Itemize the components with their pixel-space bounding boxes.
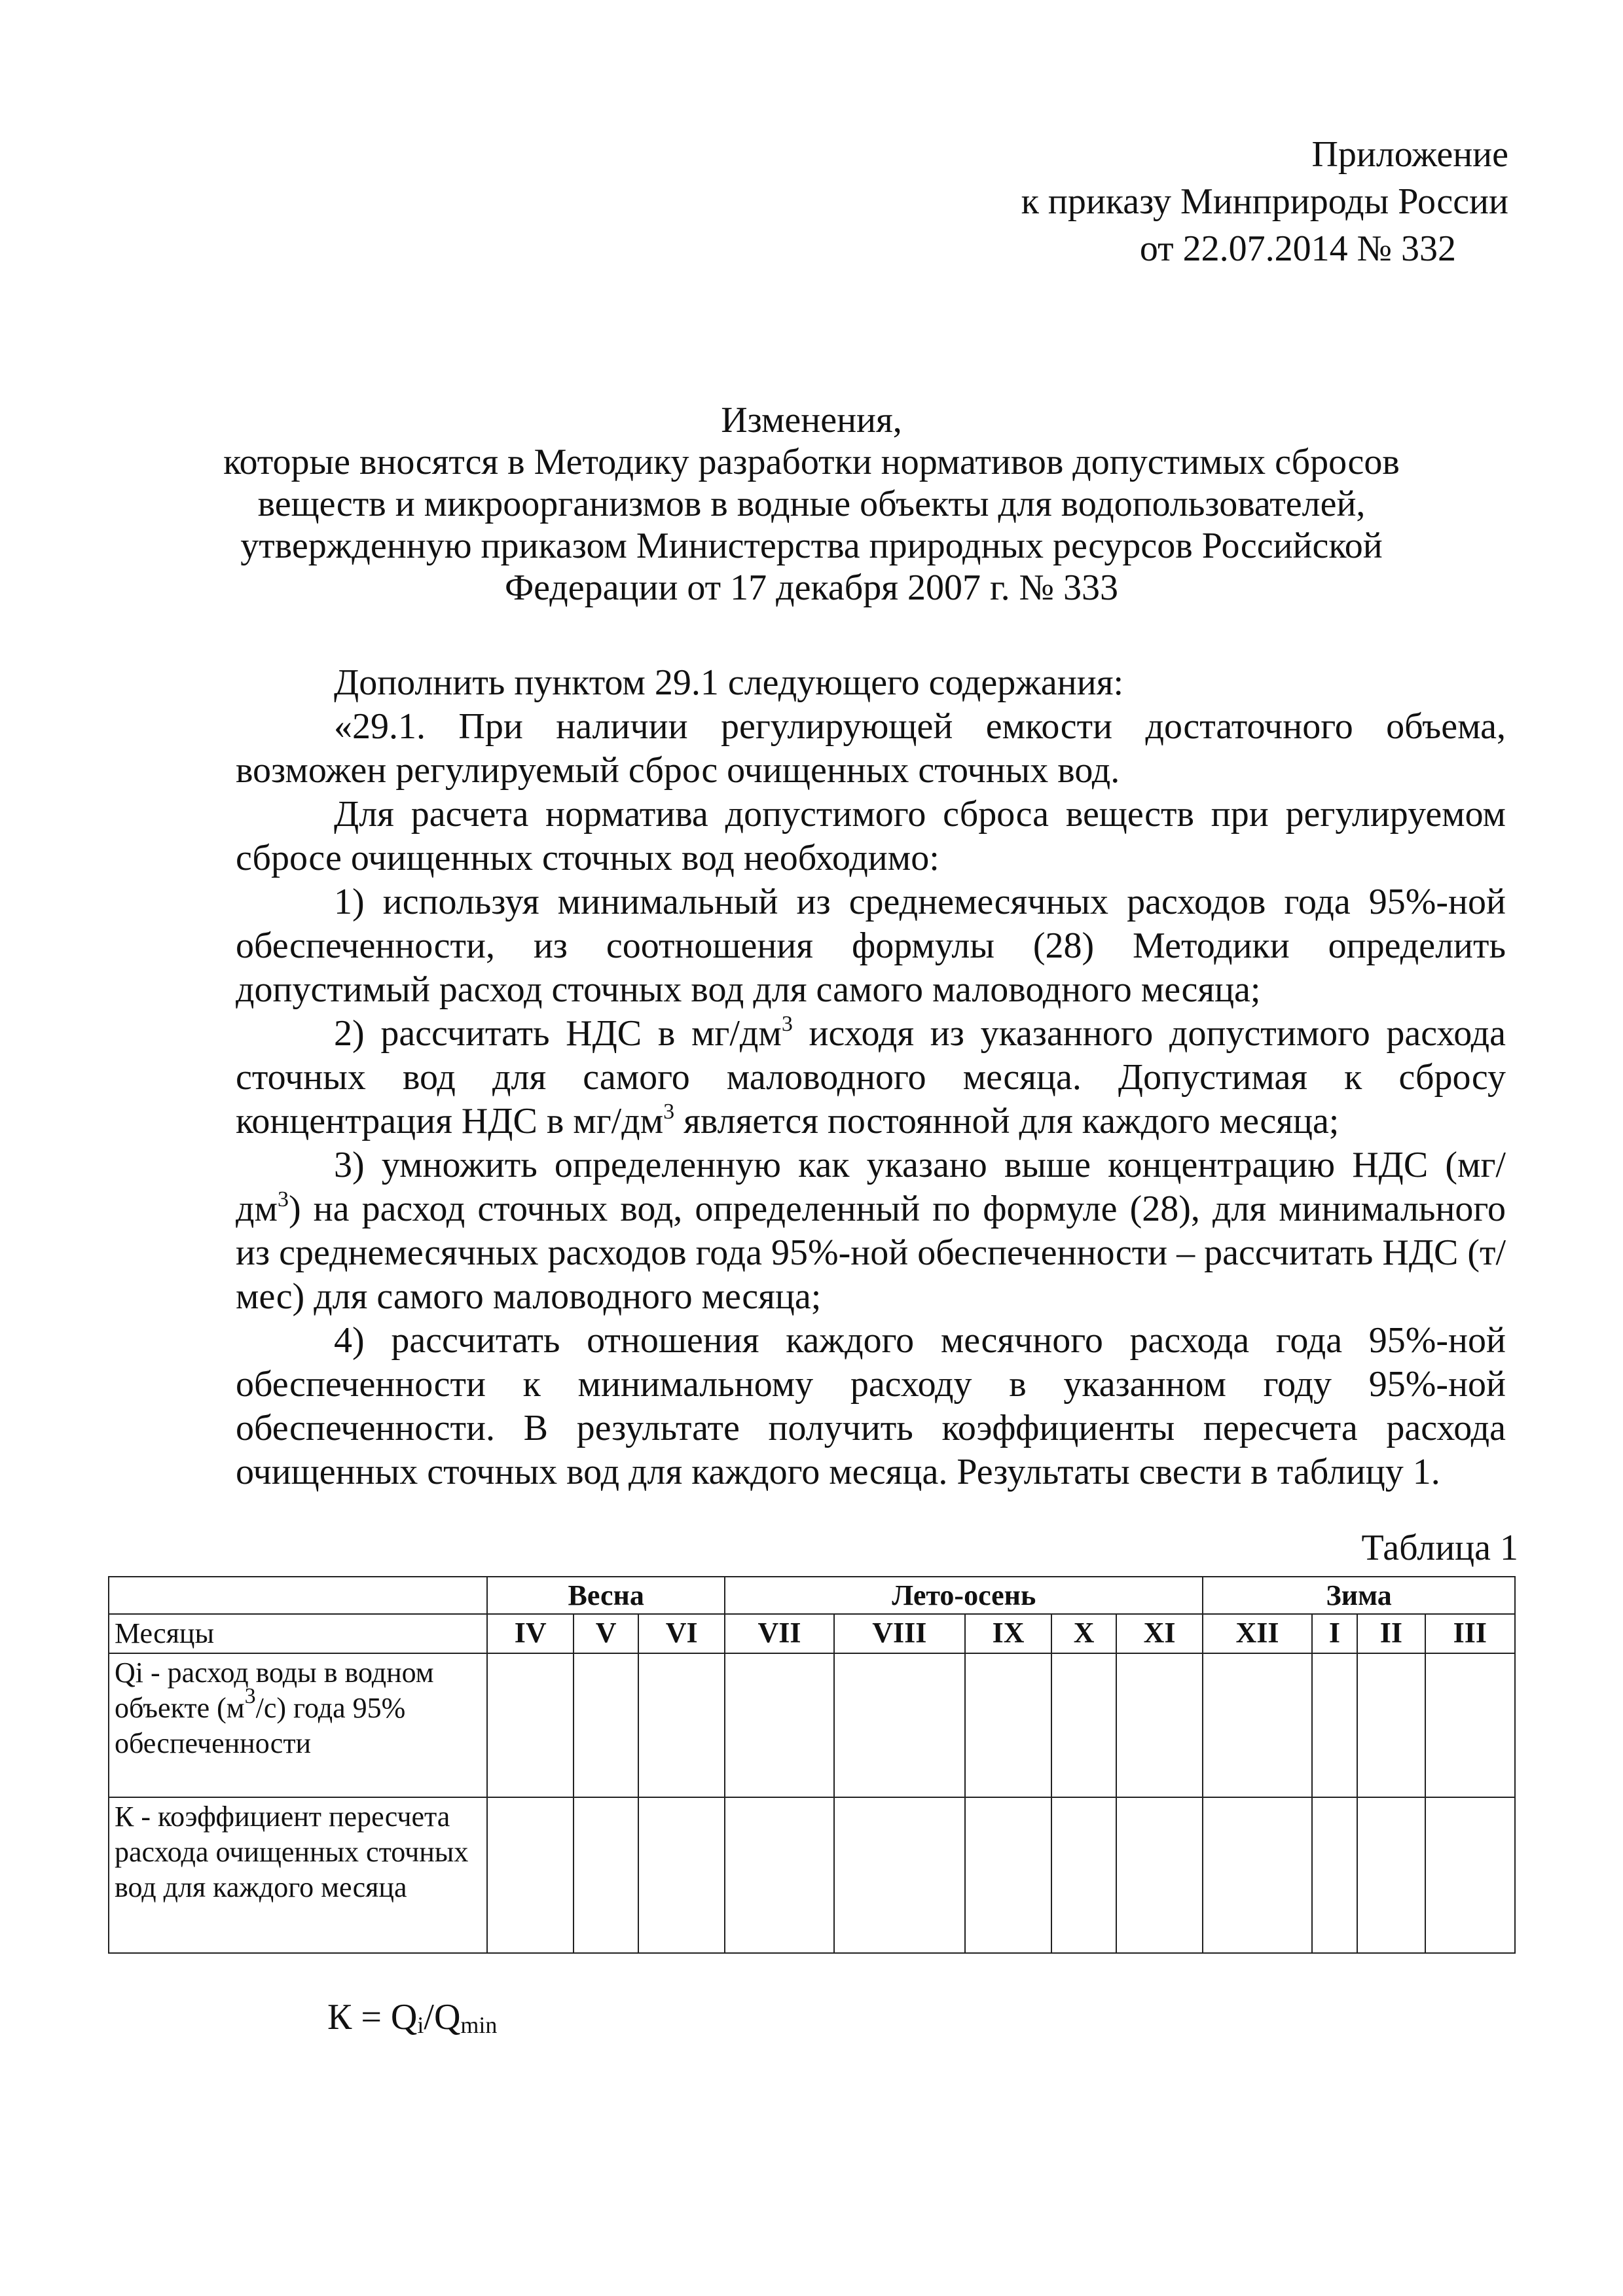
month-cell: VI (638, 1614, 725, 1653)
month-cell: IV (487, 1614, 574, 1653)
appendix-header (1021, 131, 1508, 272)
table-cell (1312, 1653, 1358, 1797)
paragraph-4: 1) используя минимальный из среднемесячных расходов года 95%-ной обеспеченности, из соотношения формулы (28) Методики определить допустимый расход сточных вод для самого маловодного месяца; (236, 882, 1506, 1010)
appendix-line-2: к приказу Минприроды России (1021, 181, 1508, 222)
table-row-flow (109, 1653, 1515, 1797)
table-cell (574, 1653, 638, 1797)
table-cell (1051, 1653, 1116, 1797)
table-cell (1312, 1797, 1358, 1953)
table-cell (725, 1797, 833, 1953)
paragraph-5-part-3: является постоянной для каждого месяца; (674, 1101, 1340, 1141)
formula-slash: /Q (424, 1997, 461, 2037)
flow-label-part-1: Qi - расход воды в водном объекте (м (115, 1657, 434, 1724)
table-months-row (109, 1614, 1515, 1653)
paragraph-5 (236, 1012, 1506, 1143)
heading-line-2: которые вносятся в Методику разработки нормативов допустимых сбросов (223, 442, 1400, 482)
table-cell (725, 1653, 833, 1797)
table-row-coefficient (109, 1797, 1515, 1953)
month-cell: X (1051, 1614, 1116, 1653)
table-cell (487, 1797, 574, 1953)
table-cell (638, 1797, 725, 1953)
heading-line-1: Изменения, (721, 400, 902, 440)
table-cell (1203, 1653, 1311, 1797)
document-heading (0, 399, 1623, 609)
month-cell: VII (725, 1614, 833, 1653)
month-cell: V (574, 1614, 638, 1653)
month-cell: I (1312, 1614, 1358, 1653)
table-cell (965, 1797, 1051, 1953)
month-cell: XI (1116, 1614, 1203, 1653)
table-cell (1203, 1797, 1311, 1953)
table-cell (1357, 1653, 1425, 1797)
heading-line-5: Федерации от 17 декабря 2007 г. № 333 (504, 567, 1119, 608)
season-spring: Весна (487, 1577, 725, 1614)
month-cell: XII (1203, 1614, 1311, 1653)
superscript: 3 (244, 1684, 256, 1708)
paragraph-1: Дополнить пунктом 29.1 следующего содержания: (334, 662, 1124, 703)
document-body (236, 661, 1506, 1494)
coefficient-row-label: К - коэффициент пересчета расхода очищенных сточных вод для каждого месяца (109, 1797, 487, 1953)
heading-line-4: утвержденную приказом Министерства природных ресурсов Российской (240, 526, 1383, 566)
formula (327, 1996, 497, 2046)
table-corner-cell (109, 1577, 487, 1614)
month-cell: IX (965, 1614, 1051, 1653)
table-cell (574, 1797, 638, 1953)
flow-label-part-2: /с) года 95% обеспеченности (115, 1692, 406, 1759)
paragraph-7: 4) рассчитать отношения каждого месячного расхода года 95%-ной обеспеченности к минимальному расходу в указанном году 95%-ной обеспеченности. В результате получить коэффициенты пересчета расхода очищенных сточных вод для каждого месяца. Результаты свести в таблицу 1. (236, 1320, 1506, 1492)
formula-subscript-i: i (417, 2012, 424, 2038)
formula-subscript-min: min (460, 2012, 498, 2038)
table-cell (1425, 1797, 1515, 1953)
heading-line-3: веществ и микроорганизмов в водные объекты для водопользователей, (257, 484, 1366, 524)
season-summer-autumn: Лето-осень (725, 1577, 1203, 1614)
table-cell (487, 1653, 574, 1797)
table-cell (834, 1797, 965, 1953)
appendix-line-1: Приложение (1311, 134, 1508, 175)
season-winter: Зима (1203, 1577, 1515, 1614)
month-cell: II (1357, 1614, 1425, 1653)
superscript: 3 (663, 1100, 675, 1124)
paragraph-3: Для расчета норматива допустимого сброса веществ при регулируемом сбросе очищенных сточных вод необходимо: (236, 794, 1506, 878)
superscript: 3 (781, 1012, 793, 1036)
paragraph-2: «29.1. При наличии регулирующей емкости достаточного объема, возможен регулируемый сброс очищенных сточных вод. (236, 706, 1506, 791)
months-label: Месяцы (109, 1614, 487, 1653)
table-cell (1116, 1653, 1203, 1797)
coefficients-table (108, 1576, 1516, 1954)
paragraph-5-part-1: 2) рассчитать НДС в мг/дм (334, 1013, 782, 1054)
paragraph-5-part-2: исходя из указанного допустимого расхода сточных вод для самого маловодного месяца. Допустимая к сбросу концентрация НДС в мг/дм (236, 1013, 1506, 1141)
paragraph-6 (236, 1143, 1506, 1319)
table-cell (1116, 1797, 1203, 1953)
month-cell: III (1425, 1614, 1515, 1653)
paragraph-6-part-2: ) на расход сточных вод, определенный по формуле (28), для минимального из среднемесячных расходов года 95%-ной обеспеченности – рассчитать НДС (т/мес) для самого маловодного месяца; (236, 1189, 1506, 1317)
table-cell (834, 1653, 965, 1797)
table-season-row (109, 1577, 1515, 1614)
table-cell (638, 1653, 725, 1797)
flow-row-label (109, 1653, 487, 1797)
table-cell (1357, 1797, 1425, 1953)
formula-left: К = Q (327, 1997, 418, 2037)
appendix-line-3: от 22.07.2014 № 332 (1139, 228, 1456, 269)
superscript: 3 (277, 1187, 289, 1211)
table-cell (1051, 1797, 1116, 1953)
paragraph-6-part-1: 3) умножить определенную как указано выше концентрацию НДС (мг/дм (236, 1145, 1506, 1229)
table-cell (965, 1653, 1051, 1797)
table-cell (1425, 1653, 1515, 1797)
month-cell: VIII (834, 1614, 965, 1653)
table-caption: Таблица 1 (1361, 1528, 1518, 1568)
